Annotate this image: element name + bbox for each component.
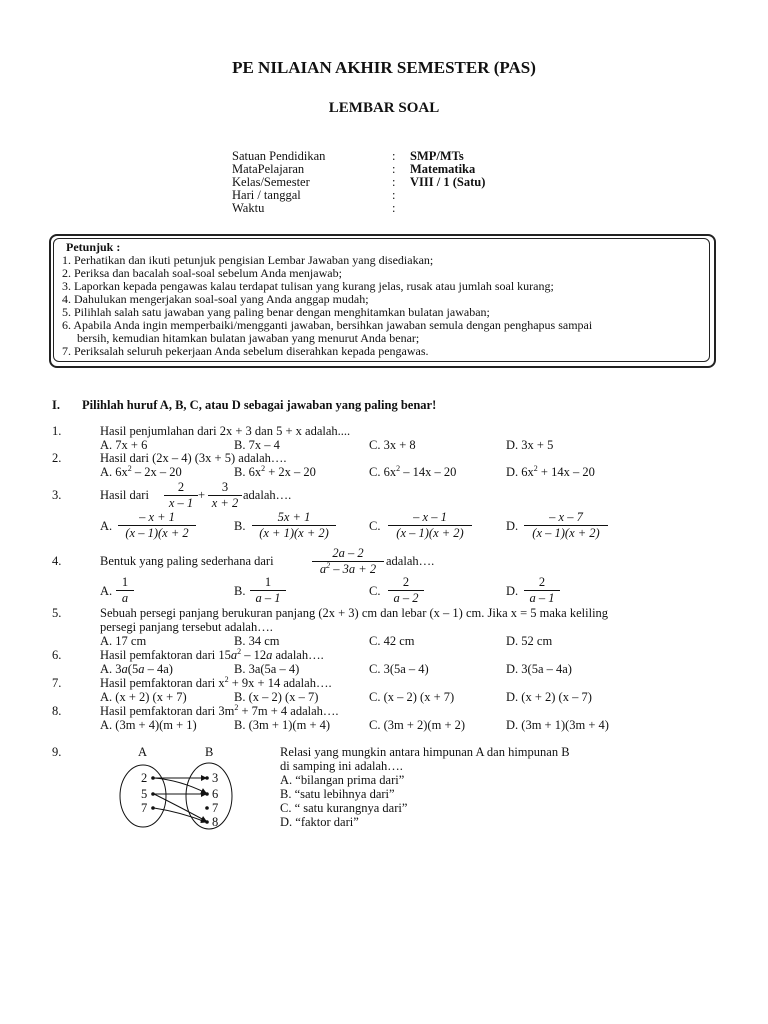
fraction: $\frac{2}{a - 1}$ — [524, 575, 560, 606]
option-b: B. 34 cm — [234, 634, 280, 648]
option-d: D. — [506, 519, 519, 533]
option-b: B. 3a(5a – 4) — [234, 662, 300, 676]
fraction: $\frac{3}{x + 2}$ — [208, 480, 242, 511]
info-value: Matematika — [410, 162, 476, 176]
question-text: Hasil dari (2x – 4) (3x + 5) adalah…. — [100, 451, 287, 465]
info-label: MataPelajaran — [232, 162, 305, 176]
option-a: A. (3m + 4)(m + 1) — [100, 718, 197, 732]
arrow-diagram — [100, 758, 240, 840]
question-number: 3. — [52, 488, 62, 502]
option-c: C. (x – 2) (x + 7) — [369, 690, 455, 704]
set-a-item: 2 — [141, 771, 148, 785]
option-b: B. $6x^2 + 2x - 20$ — [234, 464, 316, 479]
question-text: adalah…. — [386, 554, 435, 568]
question-number: 6. — [52, 648, 62, 662]
info-label: Satuan Pendidikan — [232, 149, 326, 163]
option-d: D. 3x + 5 — [506, 438, 554, 452]
instruction-item: 1. Perhatikan dan ikuti petunjuk pengisian Lembar Jawaban yang disediakan; — [62, 253, 434, 267]
instruction-item: 2. Periksa dan bacalah soal-soal sebelum Anda menjawab; — [62, 266, 342, 280]
question-number: 9. — [52, 745, 62, 759]
fraction: $\frac{2}{a - 2}$ — [388, 575, 424, 606]
option-b: B. “satu lebihnya dari” — [280, 787, 395, 801]
question-number: 4. — [52, 554, 62, 568]
question-number: 7. — [52, 676, 62, 690]
set-a-label: A — [138, 745, 148, 759]
option-c: C. “ satu kurangnya dari” — [280, 801, 408, 815]
info-label: Hari / tanggal — [232, 188, 301, 202]
fraction: $\frac{5x + 1}{(x + 1)(x + 2)}$ — [252, 510, 336, 541]
option-a: A. 7x + 6 — [100, 438, 148, 452]
question-text: Hasil pemfaktoran dari $3m^2 + 7m + 4$ adalah…. — [100, 703, 339, 718]
option-d: D. (3m + 1)(3m + 4) — [506, 718, 609, 732]
set-b-item: 3 — [212, 771, 219, 785]
instruction-item: 7. Periksalah seluruh pekerjaan Anda sebelum diserahkan kepada pengawas. — [62, 344, 429, 358]
fraction: $\frac{- x - 1}{(x - 1)(x + 2)}$ — [388, 510, 472, 541]
option-d: D. 3(5a – 4a) — [506, 662, 572, 676]
option-c: C. 42 cm — [369, 634, 415, 648]
option-d: D. 52 cm — [506, 634, 553, 648]
set-b-item: 6 — [212, 787, 219, 801]
option-c: C. — [369, 584, 381, 598]
option-d: D. — [506, 584, 519, 598]
set-a-item: 7 — [141, 801, 148, 815]
option-b: B. 7x – 4 — [234, 438, 280, 452]
option-a: A. 3a(5a – 4a) — [100, 662, 173, 676]
question-text: adalah…. — [243, 488, 292, 502]
instruction-item: bersih, kemudian hitamkan bulatan jawaban yang menurut Anda benar; — [62, 331, 420, 345]
option-c: C. — [369, 519, 381, 533]
option-d: D. “faktor dari” — [280, 815, 359, 829]
fraction: $\frac{2}{x - 1}$ — [164, 480, 198, 511]
option-c: C. (3m + 2)(m + 2) — [369, 718, 466, 732]
section-title: Pilihlah huruf A, B, C, atau D sebagai jawaban yang paling benar! — [82, 398, 437, 412]
page-title: PE NILAIAN AKHIR SEMESTER (PAS) — [232, 58, 536, 77]
question-text: Sebuah persegi panjang berukuran panjang (2x + 3) cm dan lebar (x – 1) cm. Jika x = 5 maka keliling — [100, 606, 609, 620]
option-c: C. 3x + 8 — [369, 438, 416, 452]
fraction: $\frac{1}{a - 1}$ — [250, 575, 286, 606]
info-value: SMP/MTs — [410, 149, 464, 163]
instructions-heading: Petunjuk : — [66, 240, 121, 254]
info-value: VIII / 1 (Satu) — [410, 175, 486, 189]
option-a: A. — [100, 519, 113, 533]
question-number: 2. — [52, 451, 62, 465]
instruction-item: 3. Laporkan kepada pengawas kalau terdapat tulisan yang kurang jelas, rusak atau jumlah soal kurang; — [62, 279, 554, 293]
option-c: C. $6x^2 - 14x - 20$ — [369, 464, 457, 479]
question-text: Relasi yang mungkin antara himpunan A dan himpunan B — [280, 745, 570, 759]
question-text: Hasil dari — [100, 488, 149, 502]
page-subtitle: LEMBAR SOAL — [328, 100, 440, 116]
option-a: A. 17 cm — [100, 634, 147, 648]
info-label: Kelas/Semester — [232, 175, 310, 189]
question-text: Bentuk yang paling sederhana dari — [100, 554, 274, 568]
question-number: 8. — [52, 704, 62, 718]
question-text: Hasil pemfaktoran dari $15a^2 - 12a$ adalah…. — [100, 647, 324, 662]
question-number: 1. — [52, 424, 62, 438]
option-b: B. — [234, 519, 246, 533]
option-d: D. $6x^2 + 14x - 20$ — [506, 464, 595, 479]
option-a: A. $6x^2 - 2x - 20$ — [100, 464, 182, 479]
set-b-item: 7 — [212, 801, 219, 815]
fraction: $\frac{- x - 7}{(x - 1)(x + 2)}$ — [524, 510, 608, 541]
question-text: persegi panjang tersebut adalah…. — [100, 620, 273, 634]
option-b: B. (x – 2) (x – 7) — [234, 690, 319, 704]
section-number: I. — [52, 398, 60, 412]
set-b-label: B — [205, 745, 214, 759]
fraction: $\frac{2a - 2}{a^2 - 3a + 2}$ — [312, 546, 384, 577]
question-number: 5. — [52, 606, 62, 620]
set-a-item: 5 — [141, 787, 148, 801]
set-b-item: 8 — [212, 815, 219, 829]
instruction-item: 5. Pilihlah salah satu jawaban yang paling benar dengan menghitamkan bulatan jawaban; — [62, 305, 490, 319]
question-text: Hasil penjumlahan dari 2x + 3 dan 5 + x adalah.... — [100, 424, 351, 438]
option-a: A. “bilangan prima dari” — [280, 773, 405, 787]
question-text: Hasil pemfaktoran dari $x^2 + 9x + 14$ adalah…. — [100, 675, 332, 690]
instruction-item: 4. Dahulukan mengerjakan soal-soal yang Anda anggap mudah; — [62, 292, 369, 306]
option-c: C. 3(5a – 4) — [369, 662, 429, 676]
instruction-item: 6. Apabila Anda ingin memperbaiki/mengganti jawaban, bersihkan jawaban semula dengan penghapus sampai — [62, 318, 593, 332]
option-a: A. (x + 2) (x + 7) — [100, 690, 187, 704]
info-label: Waktu — [232, 201, 265, 215]
option-b: B. — [234, 584, 246, 598]
question-text: di samping ini adalah…. — [280, 759, 403, 773]
option-d: D. (x + 2) (x – 7) — [506, 690, 592, 704]
fraction: $\frac{1}{a}$ — [116, 575, 134, 606]
option-a: A. — [100, 584, 113, 598]
option-b: B. (3m + 1)(m + 4) — [234, 718, 331, 732]
fraction: $\frac{- x + 1}{(x - 1)(x + 2}$ — [118, 510, 196, 541]
